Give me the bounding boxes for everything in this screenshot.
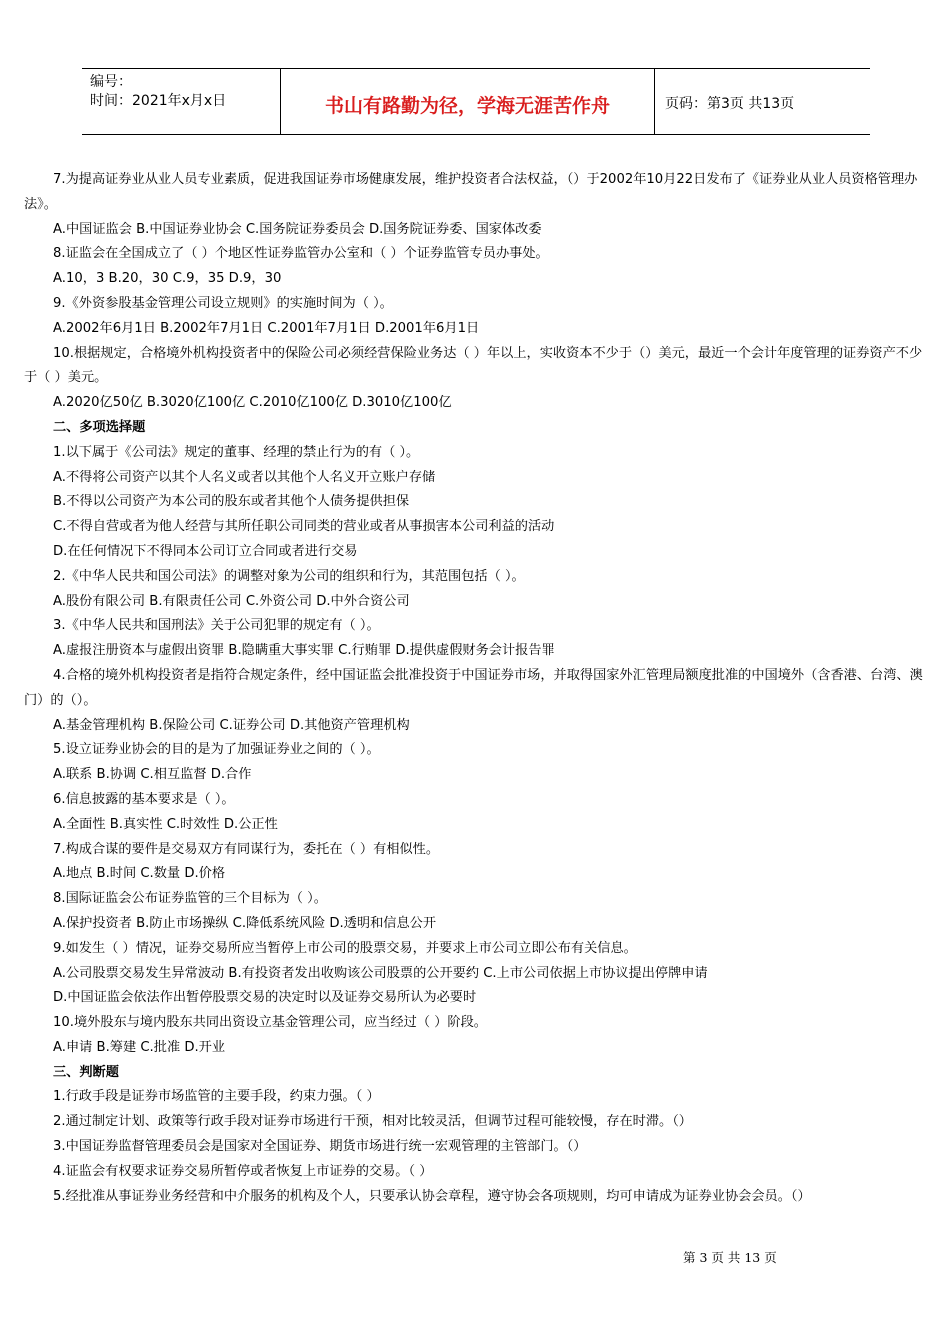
question-text: 5.设立证券业协会的目的是为了加强证券业之间的（ ）。 xyxy=(53,742,380,758)
question-text: 7.构成合谋的要件是交易双方有同谋行为，委托在（ ）有相似性。 xyxy=(53,841,440,857)
answer-options: A.虚报注册资本与虚假出资罪 B.隐瞒重大事实罪 C.行贿罪 D.提供虚假财务会计报告罪 xyxy=(53,643,555,659)
answer-options: A.保护投资者 B.防止市场操纵 C.降低系统风险 D.透明和信息公开 xyxy=(53,915,437,931)
page-header xyxy=(82,68,870,135)
question-text: 4.证监会有权要求证券交易所暂停或者恢复上市证券的交易。（ ） xyxy=(53,1163,433,1179)
header-meta xyxy=(82,69,281,134)
question-text: 3.中国证券监督管理委员会是国家对全国证券、期货市场进行统一宏观管理的主管部门。（） xyxy=(53,1139,587,1155)
question-text: 7.为提高证券业从业人员专业素质，促进我国证券市场健康发展，维护投资者合法权益，（）于2002年10月22日发布了《证券业从业人员资格管理办法》。 xyxy=(24,172,918,212)
document-date-label: 时间：2021年x月x日 xyxy=(90,93,227,109)
document-number-label: 编号： xyxy=(90,74,132,90)
answer-options: D.在任何情况下不得同本公司订立合同或者进行交易 xyxy=(53,543,358,559)
answer-options: A.股份有限公司 B.有限责任公司 C.外资公司 D.中外合资公司 xyxy=(53,593,410,609)
answer-options: A.不得将公司资产以其个人名义或者以其他个人名义开立账户存储 xyxy=(53,469,436,485)
answer-options: A.公司股票交易发生异常波动 B.有投资者发出收购该公司股票的公开要约 C.上市公司依据上市协议提出停牌申请 xyxy=(53,965,708,981)
answer-options: A.联系 B.协调 C.相互监督 D.合作 xyxy=(53,767,252,783)
question-text: 10.境外股东与境内股东共同出资设立基金管理公司，应当经过（ ）阶段。 xyxy=(53,1015,487,1031)
question-text: 1.行政手段是证券市场监管的主要手段，约束力强。（ ） xyxy=(53,1089,380,1105)
answer-options: A.10，3 B.20，30 C.9，35 D.9，30 xyxy=(53,271,282,287)
question-text: 3.《中华人民共和国刑法》关于公司犯罪的规定有（ ）。 xyxy=(53,618,380,634)
answer-options: A.基金管理机构 B.保险公司 C.证券公司 D.其他资产管理机构 xyxy=(53,717,410,733)
header-page-number: 页码：第3页 共13页 xyxy=(665,95,795,112)
question-text: 2.《中华人民共和国公司法》的调整对象为公司的组织和行为，其范围包括（ ）。 xyxy=(53,568,525,584)
question-text: 4.合格的境外机构投资者是指符合规定条件，经中国证监会批准投资于中国证券市场，并取得国家外汇管理局额度批准的中国境外（含香港、台湾、澳门）的（）。 xyxy=(24,667,923,708)
section-heading: 二、多项选择题 xyxy=(53,419,146,435)
answer-options: A.申请 B.筹建 C.批准 D.开业 xyxy=(53,1039,226,1055)
question-text: 2.通过制定计划、政策等行政手段对证券市场进行干预，相对比较灵活，但调节过程可能较慢，存在时滞。（） xyxy=(53,1114,692,1130)
answer-options: A.全面性 B.真实性 C.时效性 D.公正性 xyxy=(53,816,278,832)
answer-options: A.地点 B.时间 C.数量 D.价格 xyxy=(53,866,226,882)
question-text: 8.证监会在全国成立了（ ）个地区性证券监管办公室和（ ）个证券监管专员办事处。 xyxy=(53,246,549,262)
answer-options: C.不得自营或者为他人经营与其所任职公司同类的营业或者从事损害本公司利益的活动 xyxy=(53,519,555,535)
answer-options: A.中国证监会 B.中国证券业协会 C.国务院证券委员会 D.国务院证券委、国家体改委 xyxy=(53,221,542,237)
question-text: 9.《外资参股基金管理公司设立规则》的实施时间为（ ）。 xyxy=(53,295,393,311)
question-text: 6.信息披露的基本要求是（ ）。 xyxy=(53,791,235,807)
question-text: 5.经批准从事证券业务经营和中介服务的机构及个人，只要承认协会章程，遵守协会各项规则，均可申请成为证券业协会会员。（） xyxy=(53,1188,811,1204)
question-text: 10.根据规定，合格境外机构投资者中的保险公司必须经营保险业务达（ ）年以上，实收资本不少于（）美元，最近一个会计年度管理的证券资产不少于（ ）美元。 xyxy=(24,345,923,386)
section-heading: 三、判断题 xyxy=(53,1064,119,1080)
answer-options: B.不得以公司资产为本公司的股东或者其他个人债务提供担保 xyxy=(53,494,410,510)
answer-options: D.中国证监会依法作出暂停股票交易的决定时以及证券交易所认为必要时 xyxy=(53,990,477,1006)
answer-options: A.2020亿50亿 B.3020亿100亿 C.2010亿100亿 D.3010亿100亿 xyxy=(53,395,452,411)
question-text: 8.国际证监会公布证券监管的三个目标为（ ）。 xyxy=(53,891,327,907)
answer-options: A.2002年6月1日 B.2002年7月1日 C.2001年7月1日 D.2001年6月1日 xyxy=(53,320,480,336)
page-footer: 第 3 页 共 13 页 xyxy=(683,1250,777,1265)
document-body xyxy=(24,168,928,1209)
question-text: 9.如发生（ ）情况，证券交易所应当暂停上市公司的股票交易，并要求上市公司立即公布有关信息。 xyxy=(53,940,637,956)
question-text: 1.以下属于《公司法》规定的董事、经理的禁止行为的有（ ）。 xyxy=(53,444,420,460)
header-motto: 书山有路勤为径，学海无涯苦作舟 xyxy=(281,69,655,134)
